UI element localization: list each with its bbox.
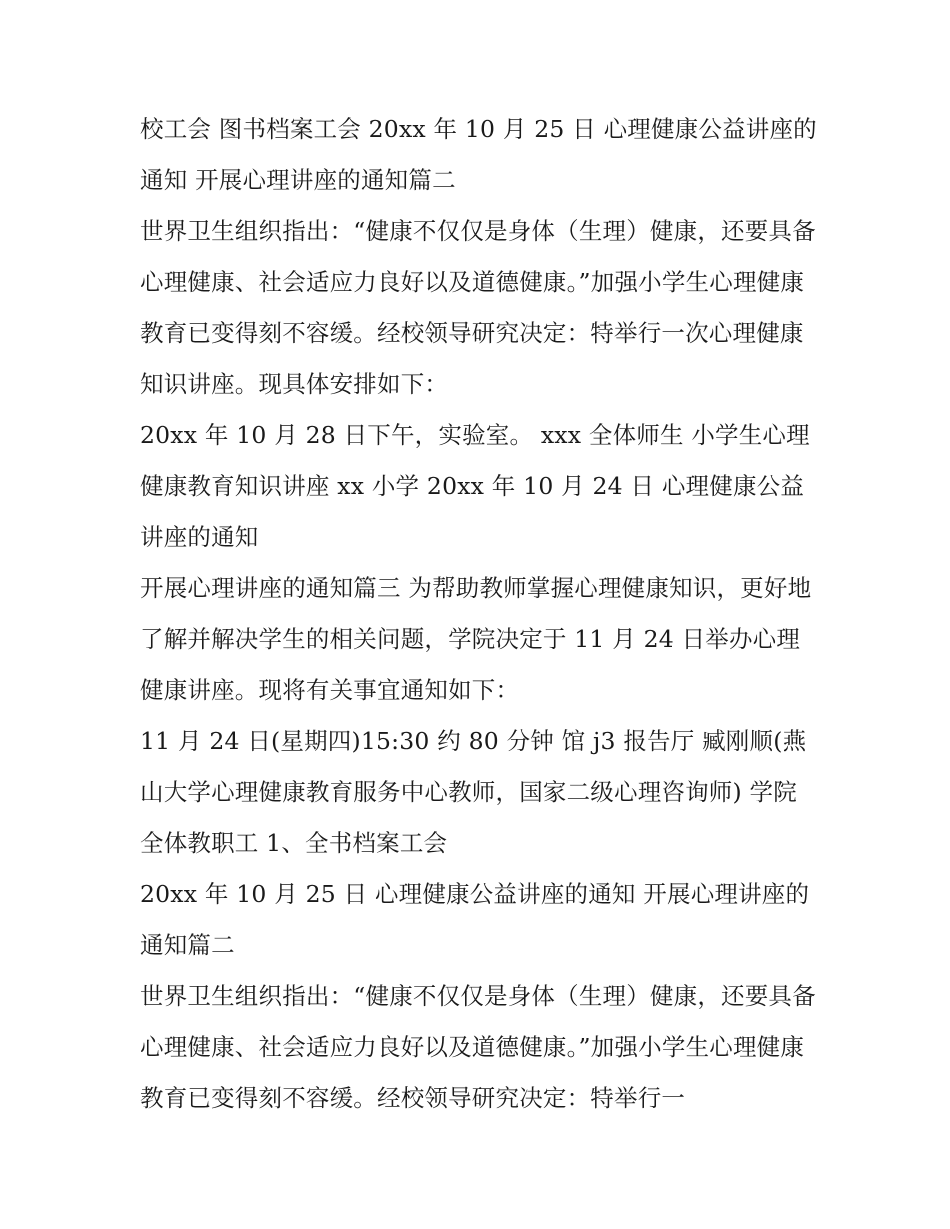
paragraph-6: 20xx 年 10 月 25 日 心理健康公益讲座的通知 开展心理讲座的通知篇二 — [140, 880, 810, 959]
document-page — [140, 104, 820, 1124]
paragraph-2: 世界卫生组织指出：“健康不仅仅是身体（生理）健康，还要具备心理健康、社会适应力良好以及道德健康。”加强小学生心理健康教育已变得刻不容缓。经校领导研究决定：特举行一次心理健康知识讲座。现具体安排如下： — [140, 217, 816, 398]
paragraph-3: 20xx 年 10 月 28 日下午，实验室。 xxx 全体师生 小学生心理健康教育知识讲座 xx 小学 20xx 年 10 月 24 日 心理健康公益讲座的通知 — [140, 421, 810, 551]
paragraph-4: 开展心理讲座的通知篇三 为帮助教师掌握心理健康知识，更好地了解并解决学生的相关问题，学院决定于 11 月 24 日举办心理健康讲座。现将有关事宜通知如下： — [140, 574, 812, 704]
paragraph-1: 校工会 图书档案工会 20xx 年 10 月 25 日 心理健康公益讲座的通知 开展心理讲座的通知篇二 — [140, 115, 817, 194]
paragraph-5: 11 月 24 日(星期四)15:30 约 80 分钟 馆 j3 报告厅 臧刚顺(燕山大学心理健康教育服务中心教师，国家二级心理咨询师) 学院全体教职工 1、全书档案工会 — [140, 727, 807, 857]
paragraph-7: 世界卫生组织指出：“健康不仅仅是身体（生理）健康，还要具备心理健康、社会适应力良好以及道德健康。”加强小学生心理健康教育已变得刻不容缓。经校领导研究决定：特举行一 — [140, 982, 816, 1112]
